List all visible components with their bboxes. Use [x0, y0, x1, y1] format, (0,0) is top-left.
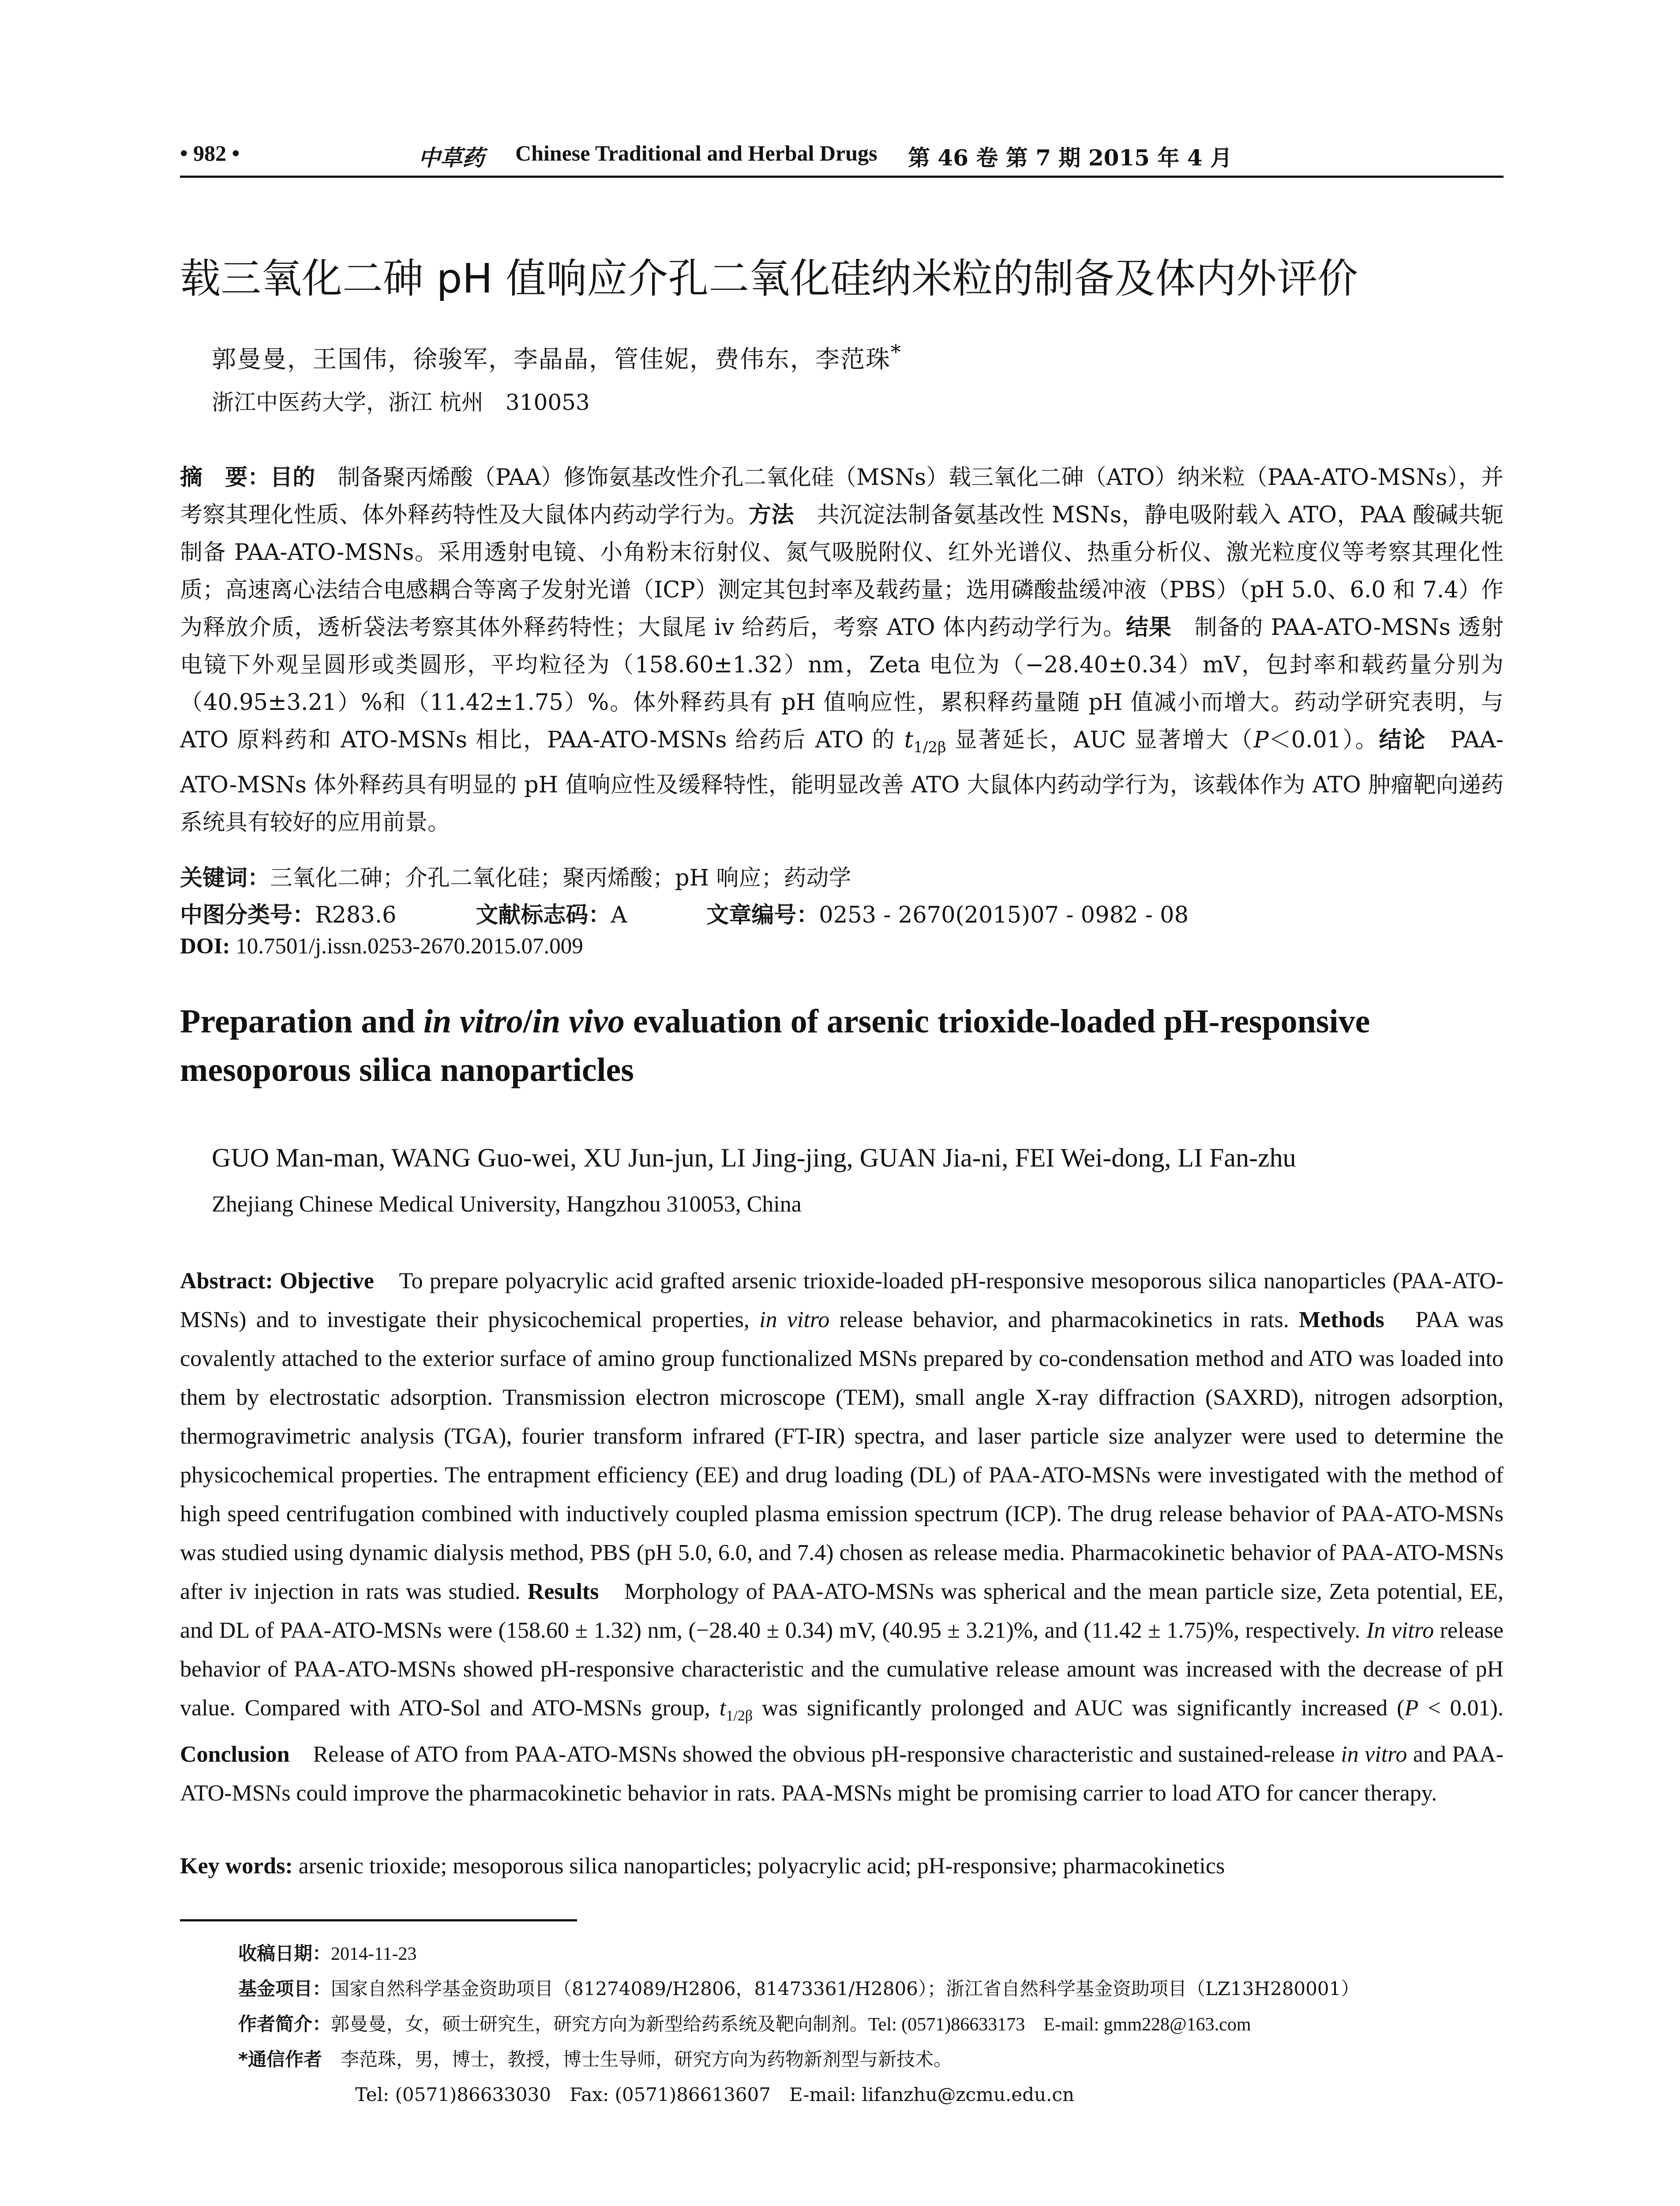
cn-keywords — [180, 859, 851, 892]
en-methods-label: Methods — [1299, 1307, 1384, 1332]
footnote-corresponding-contact: Tel: (0571)86633030 Fax: (0571)86613607 E-mail: lifanzhu@zcmu.edu.cn — [355, 2084, 1075, 2105]
clc-label: 中图分类号： — [180, 902, 315, 928]
en-results-d: < 0.01). — [1418, 1696, 1504, 1721]
en-title-in-vitro: in vitro — [423, 1003, 523, 1040]
en-authors: GUO Man-man, WANG Guo-wei, XU Jun-jun, LI Jing-jing, GUAN Jia-ni, FEI Wei-dong, LI Fan-zhu — [212, 1143, 1296, 1172]
cn-abstract — [180, 459, 1504, 841]
corr-text: 李范珠，男，博士，教授，博士生导师，研究方向为药物新剂型与新技术。 — [322, 2048, 952, 2070]
corr-label: *通信作者 — [238, 2048, 322, 2070]
cn-p-value: P — [1253, 727, 1269, 753]
en-results-label: Results — [527, 1579, 599, 1604]
en-title — [180, 997, 1504, 1094]
cn-classification — [180, 897, 1189, 929]
en-title-slash: / — [523, 1003, 532, 1040]
en-p-value: P — [1404, 1696, 1419, 1721]
corresponding-mark: * — [891, 340, 902, 364]
en-abstract — [180, 1262, 1504, 1813]
en-objective-a: To prepare polyacrylic acid grafted arsenic trioxide-loaded pH-responsive mesoporous silica nanoparticles (PAA-ATO-MSNs) and to investigate their physicochemical properties, — [180, 1268, 1504, 1332]
bio-label: 作者简介： — [238, 2013, 331, 2035]
received-label: 收稿日期： — [238, 1943, 331, 1964]
en-objective-b: release behavior, and pharmacokinetics in rats. — [829, 1307, 1299, 1332]
footnote-corresponding — [238, 2045, 952, 2071]
cn-keywords-label: 关键词： — [180, 865, 270, 891]
header-divider — [180, 176, 1504, 178]
en-results-b: release behavior of PAA-ATO-MSNs showed pH-responsive characteristic and the cumulative release amount was increased with the decrease of pH value. Compared with ATO-Sol and ATO-MSNs group, — [180, 1618, 1504, 1721]
en-in-vitro-cap: In vitro — [1366, 1618, 1434, 1643]
cn-abstract-label: 摘 要： — [180, 465, 270, 491]
cn-methods-text: 共沉淀法制备氨基改性 MSNs，静电吸附载入 ATO，PAA 酸碱共轭制备 PAA-ATO-MSNs。采用透射电镜、小角粉末衍射仪、氮气吸脱附仪、红外光谱仪、热重分析仪、激光粒度仪等考察其理化性质；高速离心法结合电感耦合等离子发射光谱（ICP）测定其包封率及载药量；选用磷酸盐缓冲液（PBS）（pH 5.0、6.0 和 7.4）作为释放介质，透析袋法考察其体外释药特性；大鼠尾 iv 给药后，考察 ATO 体内药动学行为。 — [180, 502, 1504, 641]
en-conclusion-a: Release of ATO from PAA-ATO-MSNs showed the obvious pH-responsive characteristic and sustained-release — [289, 1742, 1341, 1767]
article-no-label: 文章编号： — [706, 902, 819, 928]
cn-methods-label: 方法 — [749, 502, 795, 528]
cn-results-text-a: 制备的 PAA-ATO-MSNs 透射电镜下外观呈圆形或类圆形，平均粒径为（158.60±1.32）nm，Zeta 电位为（−28.40±0.34）mV，包封率和载药量分别为（40.95±3.21）%和（11.42±1.75）%。体外释药具有 pH 值响应性，累积释药量随 pH 值减小而增大。药动学研究表明，与 ATO 原料药和 ATO-MSNs 相比，PAA-ATO-MSNs 给药后 ATO 的 — [180, 615, 1504, 753]
cn-results-text-c: ＜0.01）。 — [1268, 727, 1379, 753]
received-date: 2014-11-23 — [331, 1944, 417, 1964]
bio-text: 郭曼曼，女，硕士研究生，研究方向为新型给药系统及靶向制剂。 — [331, 2013, 869, 2035]
cn-conclusion-text: PAA-ATO-MSNs 体外释药具有明显的 pH 值响应性及缓释特性，能明显改善 ATO 大鼠体内药动学行为，该载体作为 ATO 肿瘤靶向递药系统具有较好的应用前景。 — [180, 727, 1504, 836]
cn-affiliation: 浙江中医药大学，浙江 杭州 310053 — [212, 390, 590, 415]
en-title-a: Preparation and — [180, 1003, 424, 1040]
issue-info: 第 46 卷 第 7 期 2015 年 4 月 — [908, 145, 1232, 171]
en-methods-text: PAA was covalently attached to the exterior surface of amino group functionalized MSNs prepared by co-condensation method and ATO was loaded into them by electrostatic adsorption. Transmission electron microscope (TEM), small angle X-ray diffraction (SAXRD), nitrogen adsorption, thermogravimetric analysis (TGA), fourier transform infrared (FT-IR) spectra, and laser particle size analyzer were used to determine the physicochemical properties. The entrapment efficiency (EE) and drug loading (DL) of PAA-ATO-MSNs were investigated with the method of high speed centrifugation combined with inductively coupled plasma emission spectrum (ICP). The drug release behavior of PAA-ATO-MSNs was studied using dynamic dialysis method, PBS (pH 5.0, 6.0, and 7.4) chosen as release media. Pharmacokinetic behavior of PAA-ATO-MSNs after iv injection in rats was studied. — [180, 1307, 1504, 1604]
cn-t-half: t — [904, 727, 914, 753]
doccode-label: 文献标志码： — [476, 902, 611, 928]
fund-label: 基金项目： — [238, 1978, 331, 2000]
journal-cn-name: 中草药 — [418, 145, 484, 171]
fund-text: 国家自然科学基金资助项目（81274089/H2806，81473361/H2806）；浙江省自然科学基金资助项目（LZ13H280001） — [331, 1978, 1360, 2000]
cn-results-text-b: 显著延长，AUC 显著增大（ — [946, 727, 1254, 753]
en-in-vitro: in vitro — [759, 1307, 830, 1332]
cn-objective-label: 目的 — [270, 465, 315, 491]
cn-keywords-text: 三氧化二砷；介孔二氧化硅；聚丙烯酸；pH 响应；药动学 — [270, 865, 851, 891]
en-keywords-text: arsenic trioxide; mesoporous silica nanoparticles; polyacrylic acid; pH-responsive; pharmacokinetics — [292, 1853, 1225, 1879]
en-conclusion-b: and PAA-ATO-MSNs could improve the pharmacokinetic behavior in rats. PAA-MSNs might be promising carrier to load ATO for cancer therapy. — [180, 1742, 1504, 1806]
doi-line — [180, 934, 583, 959]
en-conclusion-in-vitro: in vitro — [1341, 1742, 1407, 1767]
en-affiliation: Zhejiang Chinese Medical University, Hangzhou 310053, China — [212, 1192, 802, 1217]
en-keywords-label: Key words: — [180, 1853, 293, 1879]
en-t-half: t — [719, 1696, 726, 1721]
en-conclusion-label: Conclusion — [180, 1742, 290, 1767]
cn-results-label: 结果 — [1125, 615, 1172, 641]
en-results-a: Morphology of PAA-ATO-MSNs was spherical and the mean particle size, Zeta potential, EE, and DL of PAA-ATO-MSNs were (158.60 ± 1.32) nm, (−28.40 ± 0.34) mV, (40.95 ± 3.21)%, and (11.42 ± 1.75)%, respectively. — [180, 1579, 1504, 1643]
cn-title: 载三氧化二砷 pH 值响应介孔二氧化硅纳米粒的制备及体内外评价 — [180, 255, 1358, 302]
footnote-received — [238, 1939, 416, 1966]
cn-t-half-sub: 1/2β — [913, 739, 946, 757]
cn-authors — [212, 340, 902, 375]
clc-value: R283.6 — [315, 902, 397, 928]
en-keywords — [180, 1853, 1225, 1879]
footnote-divider — [180, 1919, 577, 1921]
cn-author-list: 郭曼曼，王国伟，徐骏军，李晶晶，管佳妮，费伟东，李范珠 — [212, 345, 891, 373]
en-results-c: was significantly prolonged and AUC was significantly increased ( — [753, 1696, 1405, 1721]
cn-objective-text: 制备聚丙烯酸（PAA）修饰氨基改性介孔二氧化硅（MSNs）载三氧化二砷（ATO）纳米粒（PAA-ATO-MSNs），并考察其理化性质、体外释药特性及大鼠体内药动学行为。 — [180, 465, 1504, 528]
article-no-value: 0253 - 2670(2015)07 - 0982 - 08 — [819, 902, 1189, 928]
bio-contact: Tel: (0571)86633173 E-mail: gmm228@163.com — [868, 2015, 1251, 2035]
page-number: • 982 • — [180, 141, 240, 165]
en-title-in-vivo: in vivo — [532, 1003, 625, 1040]
running-header — [180, 140, 1504, 176]
doi-value: 10.7501/j.issn.0253-2670.2015.07.009 — [230, 934, 583, 959]
journal-en-name: Chinese Traditional and Herbal Drugs — [515, 141, 878, 165]
en-abstract-label: Abstract: Objective — [180, 1268, 374, 1294]
cn-conclusion-label: 结论 — [1379, 727, 1427, 753]
doi-label: DOI: — [180, 934, 230, 959]
doccode-value: A — [611, 902, 627, 928]
footnote-author-bio — [238, 2010, 1251, 2036]
en-t-half-sub: 1/2β — [726, 1707, 753, 1724]
footnote-fund — [238, 1974, 1359, 2001]
en-title-rest: evaluation of arsenic trioxide-loaded pH-responsive mesoporous silica nanoparticles — [180, 1003, 1370, 1088]
